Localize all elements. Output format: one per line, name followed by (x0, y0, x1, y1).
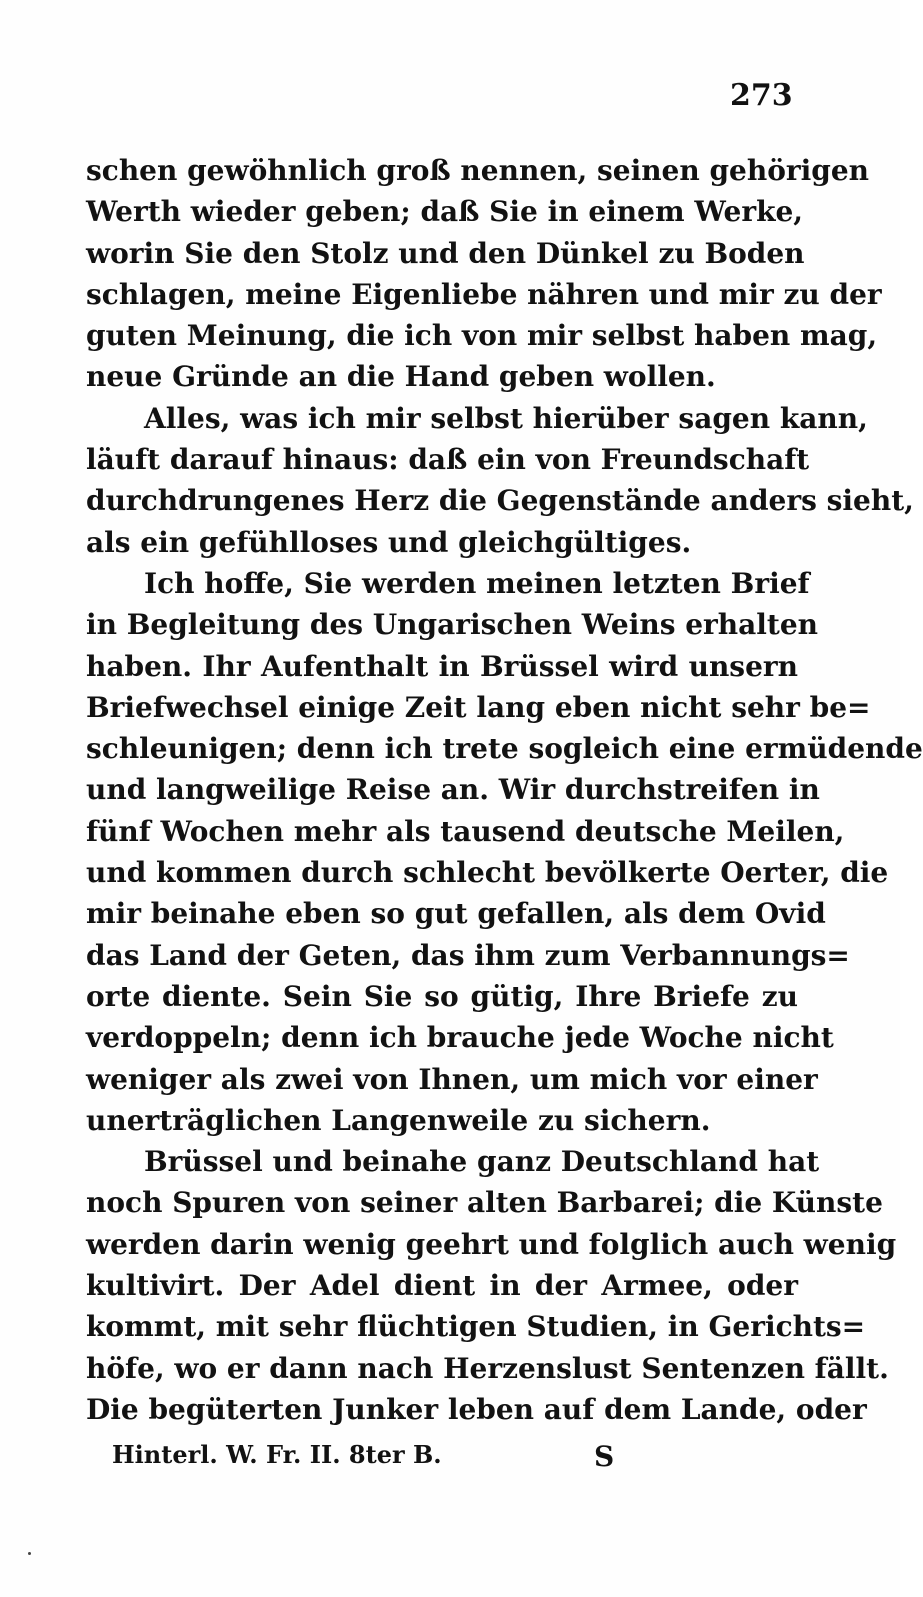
ink-speck (28, 1552, 31, 1555)
text-line: mir beinahe eben so gut gefallen, als dem Ovid (86, 897, 826, 931)
text-line: Brüssel und beinahe ganz Deutschland hat (144, 1145, 820, 1179)
text-line: höfe, wo er dann nach Herzenslust Sentenzen fällt. (86, 1351, 889, 1385)
text-line: Die begüterten Junker leben auf dem Lande, oder (86, 1392, 867, 1426)
text-line: unerträglichen Langenweile zu sichern. (86, 1103, 711, 1137)
text-line: und langweilige Reise an. Wir durchstreifen in (86, 773, 820, 807)
page-number: 273 (730, 78, 793, 113)
text-line: und kommen durch schlecht bevölkerte Oerter, die (86, 856, 889, 890)
text-line: Briefwechsel einige Zeit lang eben nicht sehr be= (86, 690, 871, 724)
text-line: schlagen, meine Eigenliebe nähren und mir zu der (86, 277, 882, 311)
text-line: schleunigen; denn ich trete sogleich eine ermüdende (86, 732, 923, 766)
text-line: das Land der Geten, das ihm zum Verbannungs= (86, 938, 850, 972)
signature-line: Hinterl. W. Fr. II. 8ter B. (112, 1440, 442, 1469)
text-line: Werth wieder geben; daß Sie in einem Werke, (86, 195, 804, 229)
body-text (86, 150, 923, 1430)
text-line: läuft darauf hinaus: daß ein von Freundschaft (86, 443, 810, 477)
signature-mark: S (594, 1440, 615, 1473)
text-line: fünf Wochen mehr als tausend deutsche Meilen, (86, 814, 845, 848)
text-line: haben. Ihr Aufenthalt in Brüssel wird unsern (86, 649, 798, 683)
text-line: neue Gründe an die Hand geben wollen. (86, 360, 716, 394)
text-line: weniger als zwei von Ihnen, um mich vor einer (86, 1062, 818, 1096)
text-line: in Begleitung des Ungarischen Weins erhalten (86, 608, 819, 642)
text-line: guten Meinung, die ich von mir selbst haben mag, (86, 319, 878, 353)
text-line: schen gewöhnlich groß nennen, seinen gehörigen (86, 154, 870, 187)
text-line: als ein gefühlloses und gleichgültiges. (86, 525, 692, 559)
text-line: Alles, was ich mir selbst hierüber sagen kann, (144, 401, 868, 435)
text-line: durchdrungenes Herz die Gegenstände anders sieht, (86, 484, 914, 518)
text-line: Ich hoffe, Sie werden meinen letzten Brief (144, 566, 810, 600)
text-line: kommt, mit sehr flüchtigen Studien, in Gerichts= (86, 1310, 866, 1344)
text-line: noch Spuren von seiner alten Barbarei; die Künste (86, 1186, 883, 1220)
text-line: worin Sie den Stolz und den Dünkel zu Boden (86, 236, 805, 270)
page-footer (112, 1440, 792, 1480)
text-line: verdoppeln; denn ich brauche jede Woche nicht (86, 1021, 834, 1055)
text-line: werden darin wenig geehrt und folglich auch wenig (86, 1227, 897, 1261)
text-line: kultivirt. Der Adel dient in der Armee, oder (86, 1269, 798, 1303)
text-line: orte diente. Sein Sie so gütig, Ihre Briefe zu (86, 979, 798, 1013)
